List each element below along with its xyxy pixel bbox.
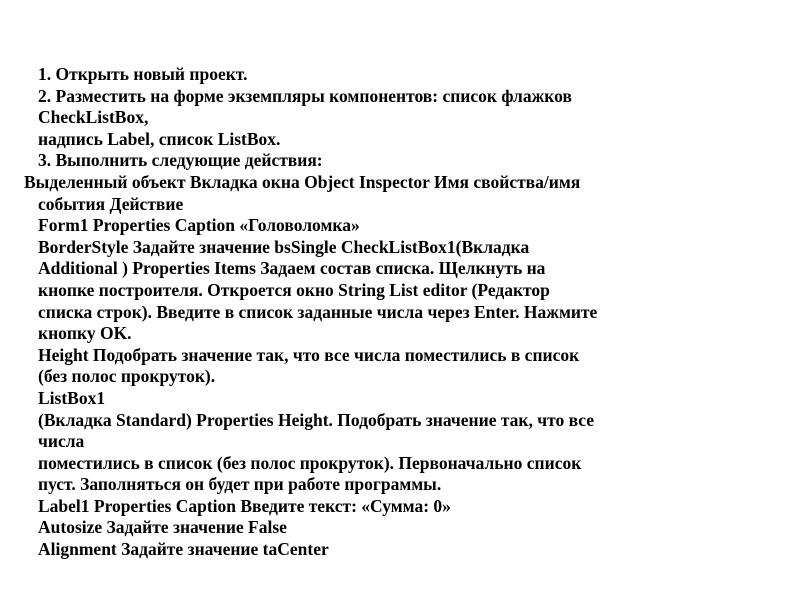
text-line: Form1 Properties Caption «Головоломка»	[38, 215, 360, 236]
text-line: Выделенный объект Вкладка окна Object Inspector Имя свойства/имя	[24, 171, 581, 192]
text-line: Additional ) Properties Items Задаем состав списка. Щелкнуть на	[38, 258, 546, 279]
text-line: (Вкладка Standard) Properties Height. Подобрать значение так, что все	[38, 409, 595, 430]
instruction-text-block	[24, 64, 784, 561]
text-line: числа	[38, 431, 85, 452]
text-line: 2. Разместить на форме экземпляры компонентов: список флажков	[38, 85, 572, 106]
text-line: кнопке построителя. Откроется окно String List editor (Редактор	[38, 279, 550, 300]
text-line: (без полос прокруток).	[38, 366, 216, 387]
text-line: пуст. Заполняться он будет при работе программы.	[38, 474, 442, 495]
text-line: 3. Выполнить следующие действия:	[38, 150, 323, 171]
text-line: события Действие	[38, 193, 184, 214]
text-line: Alignment Задайте значение taCenter	[38, 539, 329, 560]
text-line: BorderStyle Задайте значение bsSingle CheckListBox1(Вкладка	[38, 236, 530, 257]
text-line: ListBox1	[38, 387, 106, 408]
text-line: CheckListBox,	[38, 107, 149, 128]
text-line: Label1 Properties Caption Введите текст: «Сумма: 0»	[38, 495, 451, 516]
text-line: списка строк). Введите в список заданные числа через Enter. Нажмите	[38, 301, 598, 322]
text-line: Autosize Задайте значение False	[38, 517, 287, 538]
text-line: надпись Label, список ListBox.	[38, 128, 281, 149]
text-line: 1. Открыть новый проект.	[38, 64, 248, 84]
text-line: Height Подобрать значение так, что все числа поместились в список	[38, 344, 580, 365]
text-line: кнопку OK.	[38, 323, 132, 344]
text-line: поместились в список (без полос прокруток). Первоначально список	[38, 452, 582, 473]
